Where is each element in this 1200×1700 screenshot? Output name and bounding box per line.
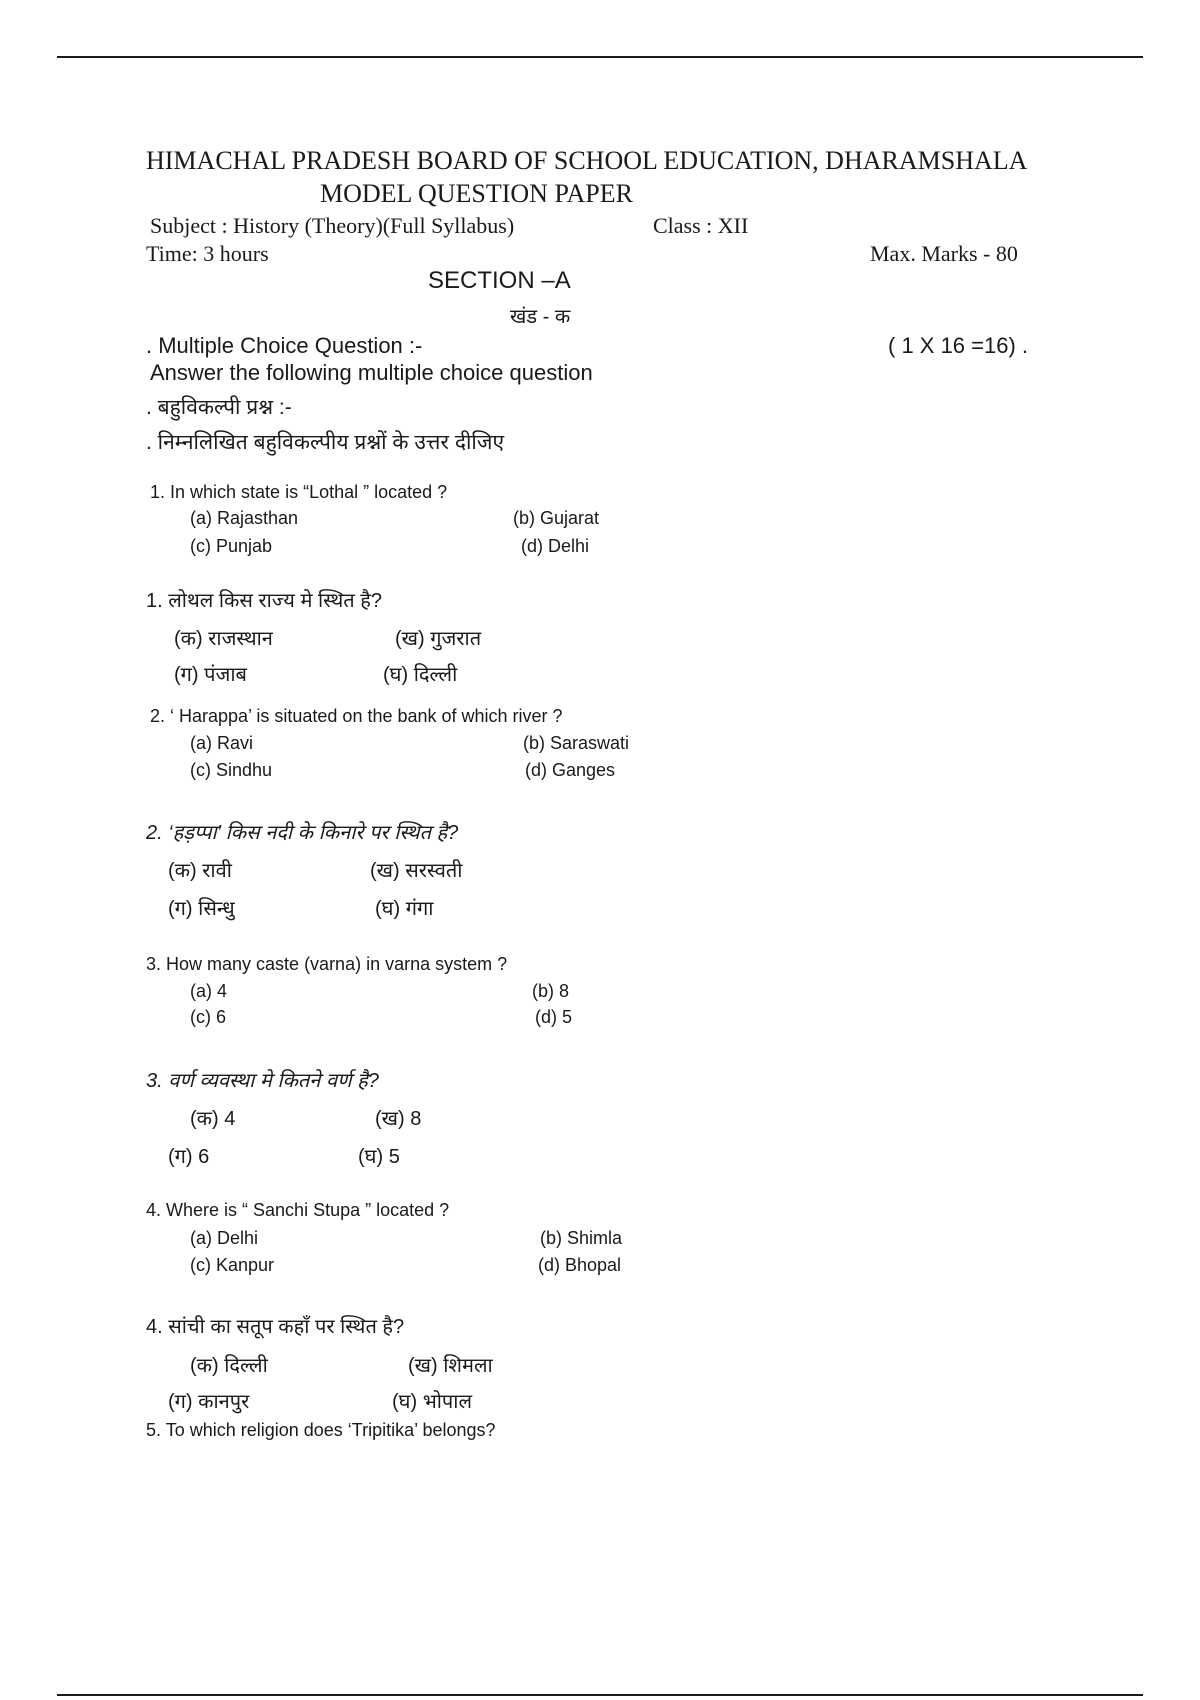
q3-option-a: (a) 4 (190, 981, 228, 1001)
question-2-hindi: 2. ‘हड़प्पा’ किस नदी के किनारे पर स्थित है? (146, 822, 459, 844)
section-title-hindi: खंड - क (510, 306, 571, 328)
q4-option-b: (b) Shimla (540, 1228, 623, 1248)
q4-option-a: (a) Delhi (190, 1228, 259, 1248)
q3-option-b: (b) 8 (532, 981, 570, 1001)
q2-hindi-option-ga: (ग) सिन्धु (168, 898, 235, 920)
q3-hindi-option-kha: (ख) 8 (375, 1108, 422, 1130)
time-label: Time: 3 hours (146, 241, 269, 266)
mcq-instruction-hindi: . निम्नलिखित बहुविकल्पीय प्रश्नों के उत्तर दीजिए (146, 431, 505, 454)
q1-hindi-option-ka: (क) राजस्थान (174, 628, 273, 650)
q2-option-b: (b) Saraswati (523, 733, 630, 753)
question-4-hindi: 4. सांची का सतूप कहाँ पर स्थित है? (146, 1316, 405, 1338)
q4-option-c: (c) Kanpur (190, 1255, 275, 1275)
q2-option-c: (c) Sindhu (190, 760, 273, 780)
q1-option-c: (c) Punjab (190, 536, 273, 556)
subject-line: Subject : History (Theory)(Full Syllabus) (150, 213, 515, 238)
q4-hindi-option-ga: (ग) कानपुर (168, 1391, 250, 1413)
q1-option-b: (b) Gujarat (513, 508, 600, 528)
q1-option-d: (d) Delhi (521, 536, 590, 556)
question-2-english: 2. ‘ Harappa’ is situated on the bank of which river ? (150, 706, 563, 726)
q4-hindi-option-kha: (ख) शिमला (408, 1355, 493, 1377)
q1-hindi-option-gha: (घ) दिल्ली (383, 664, 458, 686)
q3-hindi-option-ka: (क) 4 (190, 1108, 236, 1130)
question-4-english: 4. Where is “ Sanchi Stupa ” located ? (146, 1200, 450, 1220)
mcq-heading-hindi: . बहुविकल्पी प्रश्न :- (146, 396, 292, 419)
class-label: Class : XII (653, 213, 749, 238)
bottom-rule (57, 1694, 1143, 1696)
section-title: SECTION –A (428, 267, 571, 294)
question-1-hindi: 1. लोथल किस राज्य मे स्थित है? (146, 590, 383, 612)
q3-hindi-option-gha: (घ) 5 (358, 1146, 400, 1168)
question-5-english: 5. To which religion does ‘Tripitika’ belongs? (146, 1420, 496, 1440)
mcq-marks: ( 1 X 16 =16) . (888, 333, 1029, 358)
q4-option-d: (d) Bhopal (538, 1255, 622, 1275)
question-1-english: 1. In which state is “Lothal ” located ? (150, 482, 448, 502)
question-3-hindi: 3. वर्ण व्यवस्था मे कितने वर्ण है? (146, 1070, 379, 1092)
q2-hindi-option-kha: (ख) सरस्वती (370, 860, 463, 882)
question-3-english: 3. How many caste (varna) in varna system ? (146, 954, 508, 974)
q4-hindi-option-ka: (क) दिल्ली (190, 1355, 268, 1377)
q1-option-a: (a) Rajasthan (190, 508, 299, 528)
q3-option-c: (c) 6 (190, 1007, 226, 1027)
q1-hindi-option-kha: (ख) गुजरात (395, 628, 482, 650)
q1-hindi-option-ga: (ग) पंजाब (174, 664, 247, 686)
board-title: HIMACHAL PRADESH BOARD OF SCHOOL EDUCATION, DHARAMSHALA (146, 146, 1028, 175)
max-marks-label: Max. Marks - 80 (870, 241, 1018, 266)
mcq-heading: . Multiple Choice Question :- (146, 333, 423, 358)
q4-hindi-option-gha: (घ) भोपाल (392, 1391, 473, 1413)
q2-option-a: (a) Ravi (190, 733, 254, 753)
q2-hindi-option-ka: (क) रावी (168, 860, 232, 882)
top-rule (57, 56, 1143, 58)
mcq-instruction: Answer the following multiple choice question (150, 360, 593, 385)
paper-title: MODEL QUESTION PAPER (320, 179, 633, 208)
q3-hindi-option-ga: (ग) 6 (168, 1146, 210, 1168)
q2-option-d: (d) Ganges (525, 760, 616, 780)
q2-hindi-option-gha: (घ) गंगा (375, 898, 434, 920)
q3-option-d: (d) 5 (535, 1007, 573, 1027)
